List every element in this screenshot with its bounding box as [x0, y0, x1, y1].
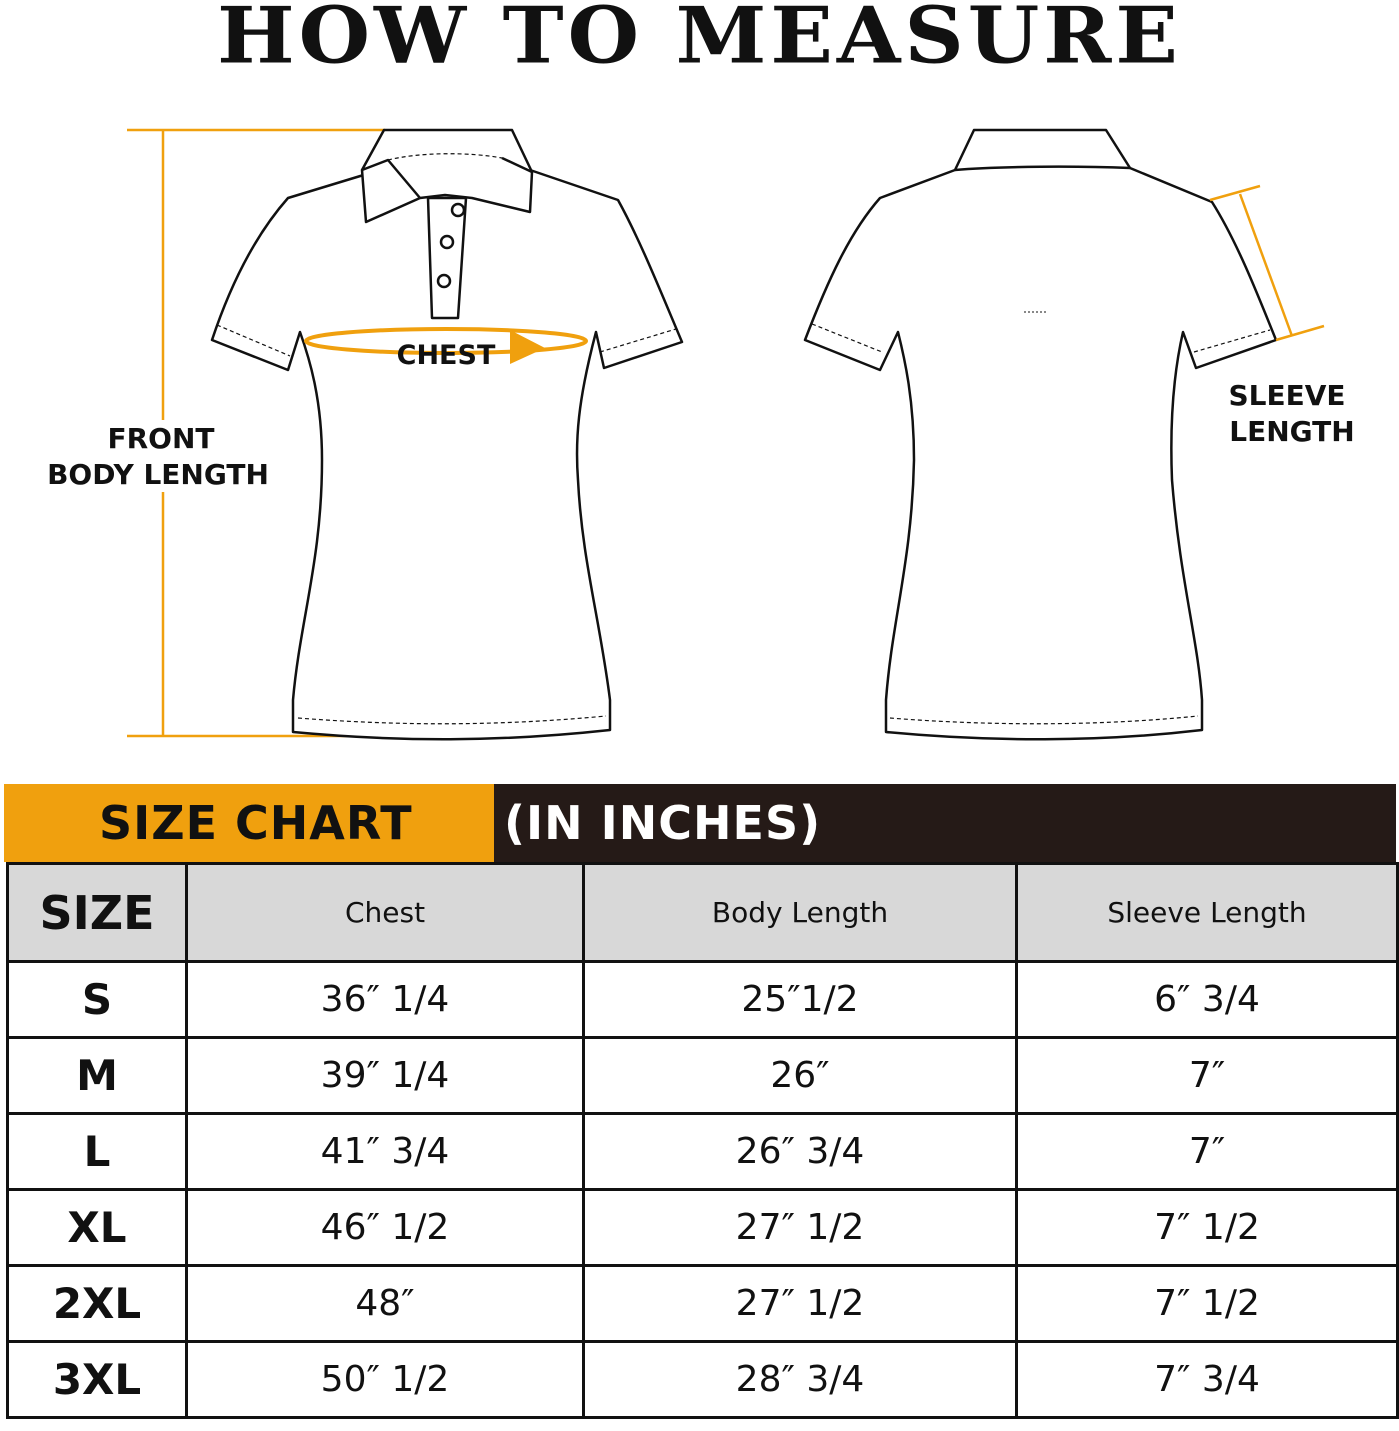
size-chart-banner-right	[494, 784, 1396, 862]
body-length-cell: 27″ 1/2	[584, 1190, 1017, 1266]
front-body-length-label-line2: BODY LENGTH	[47, 458, 269, 491]
table-row	[8, 962, 1398, 1038]
size-cell: 3XL	[8, 1342, 187, 1418]
sleeve-length-label-line1: SLEEVE	[1228, 379, 1346, 412]
chest-label: CHEST	[396, 340, 496, 371]
table-row	[8, 1190, 1398, 1266]
table-row	[8, 1342, 1398, 1418]
size-chart-unit: (IN INCHES)	[504, 796, 822, 850]
chest-cell: 39″ 1/4	[187, 1038, 584, 1114]
size-chart-title: SIZE CHART	[99, 796, 413, 850]
sleeve-length-cell: 7″	[1017, 1038, 1398, 1114]
body-length-cell: 28″ 3/4	[584, 1342, 1017, 1418]
size-cell: S	[8, 962, 187, 1038]
front-body-length-label-line1: FRONT	[107, 422, 215, 455]
chest-cell: 48″	[187, 1266, 584, 1342]
size-table	[6, 862, 1399, 1419]
size-cell: L	[8, 1114, 187, 1190]
chest-cell: 36″ 1/4	[187, 962, 584, 1038]
front-shirt-outline	[212, 130, 682, 739]
chest-cell: 46″ 1/2	[187, 1190, 584, 1266]
body-length-cell: 26″ 3/4	[584, 1114, 1017, 1190]
body-length-cell: 25″1/2	[584, 962, 1017, 1038]
size-chart-banner-left	[4, 784, 494, 862]
size-cell: M	[8, 1038, 187, 1114]
sleeve-length-label-line2: LENGTH	[1229, 415, 1355, 448]
sleeve-length-cell: 7″ 1/2	[1017, 1266, 1398, 1342]
page-title: HOW TO MEASURE	[217, 0, 1182, 82]
body-length-cell: 26″	[584, 1038, 1017, 1114]
header-sleeve-length: Sleeve Length	[1017, 864, 1398, 962]
header-size: SIZE	[8, 864, 187, 962]
sleeve-length-cell: 7″	[1017, 1114, 1398, 1190]
header-chest: Chest	[187, 864, 584, 962]
back-shirt-outline	[805, 130, 1276, 739]
sleeve-length-cell: 7″ 3/4	[1017, 1342, 1398, 1418]
size-table-header-row	[8, 864, 1398, 962]
body-length-cell: 27″ 1/2	[584, 1266, 1017, 1342]
sleeve-length-cell: 6″ 3/4	[1017, 962, 1398, 1038]
chest-cell: 41″ 3/4	[187, 1114, 584, 1190]
table-row	[8, 1114, 1398, 1190]
table-row	[8, 1266, 1398, 1342]
table-row	[8, 1038, 1398, 1114]
size-cell: 2XL	[8, 1266, 187, 1342]
size-chart-banner	[4, 784, 1396, 862]
chest-cell: 50″ 1/2	[187, 1342, 584, 1418]
sleeve-length-cell: 7″ 1/2	[1017, 1190, 1398, 1266]
size-cell: XL	[8, 1190, 187, 1266]
header-body-length: Body Length	[584, 864, 1017, 962]
